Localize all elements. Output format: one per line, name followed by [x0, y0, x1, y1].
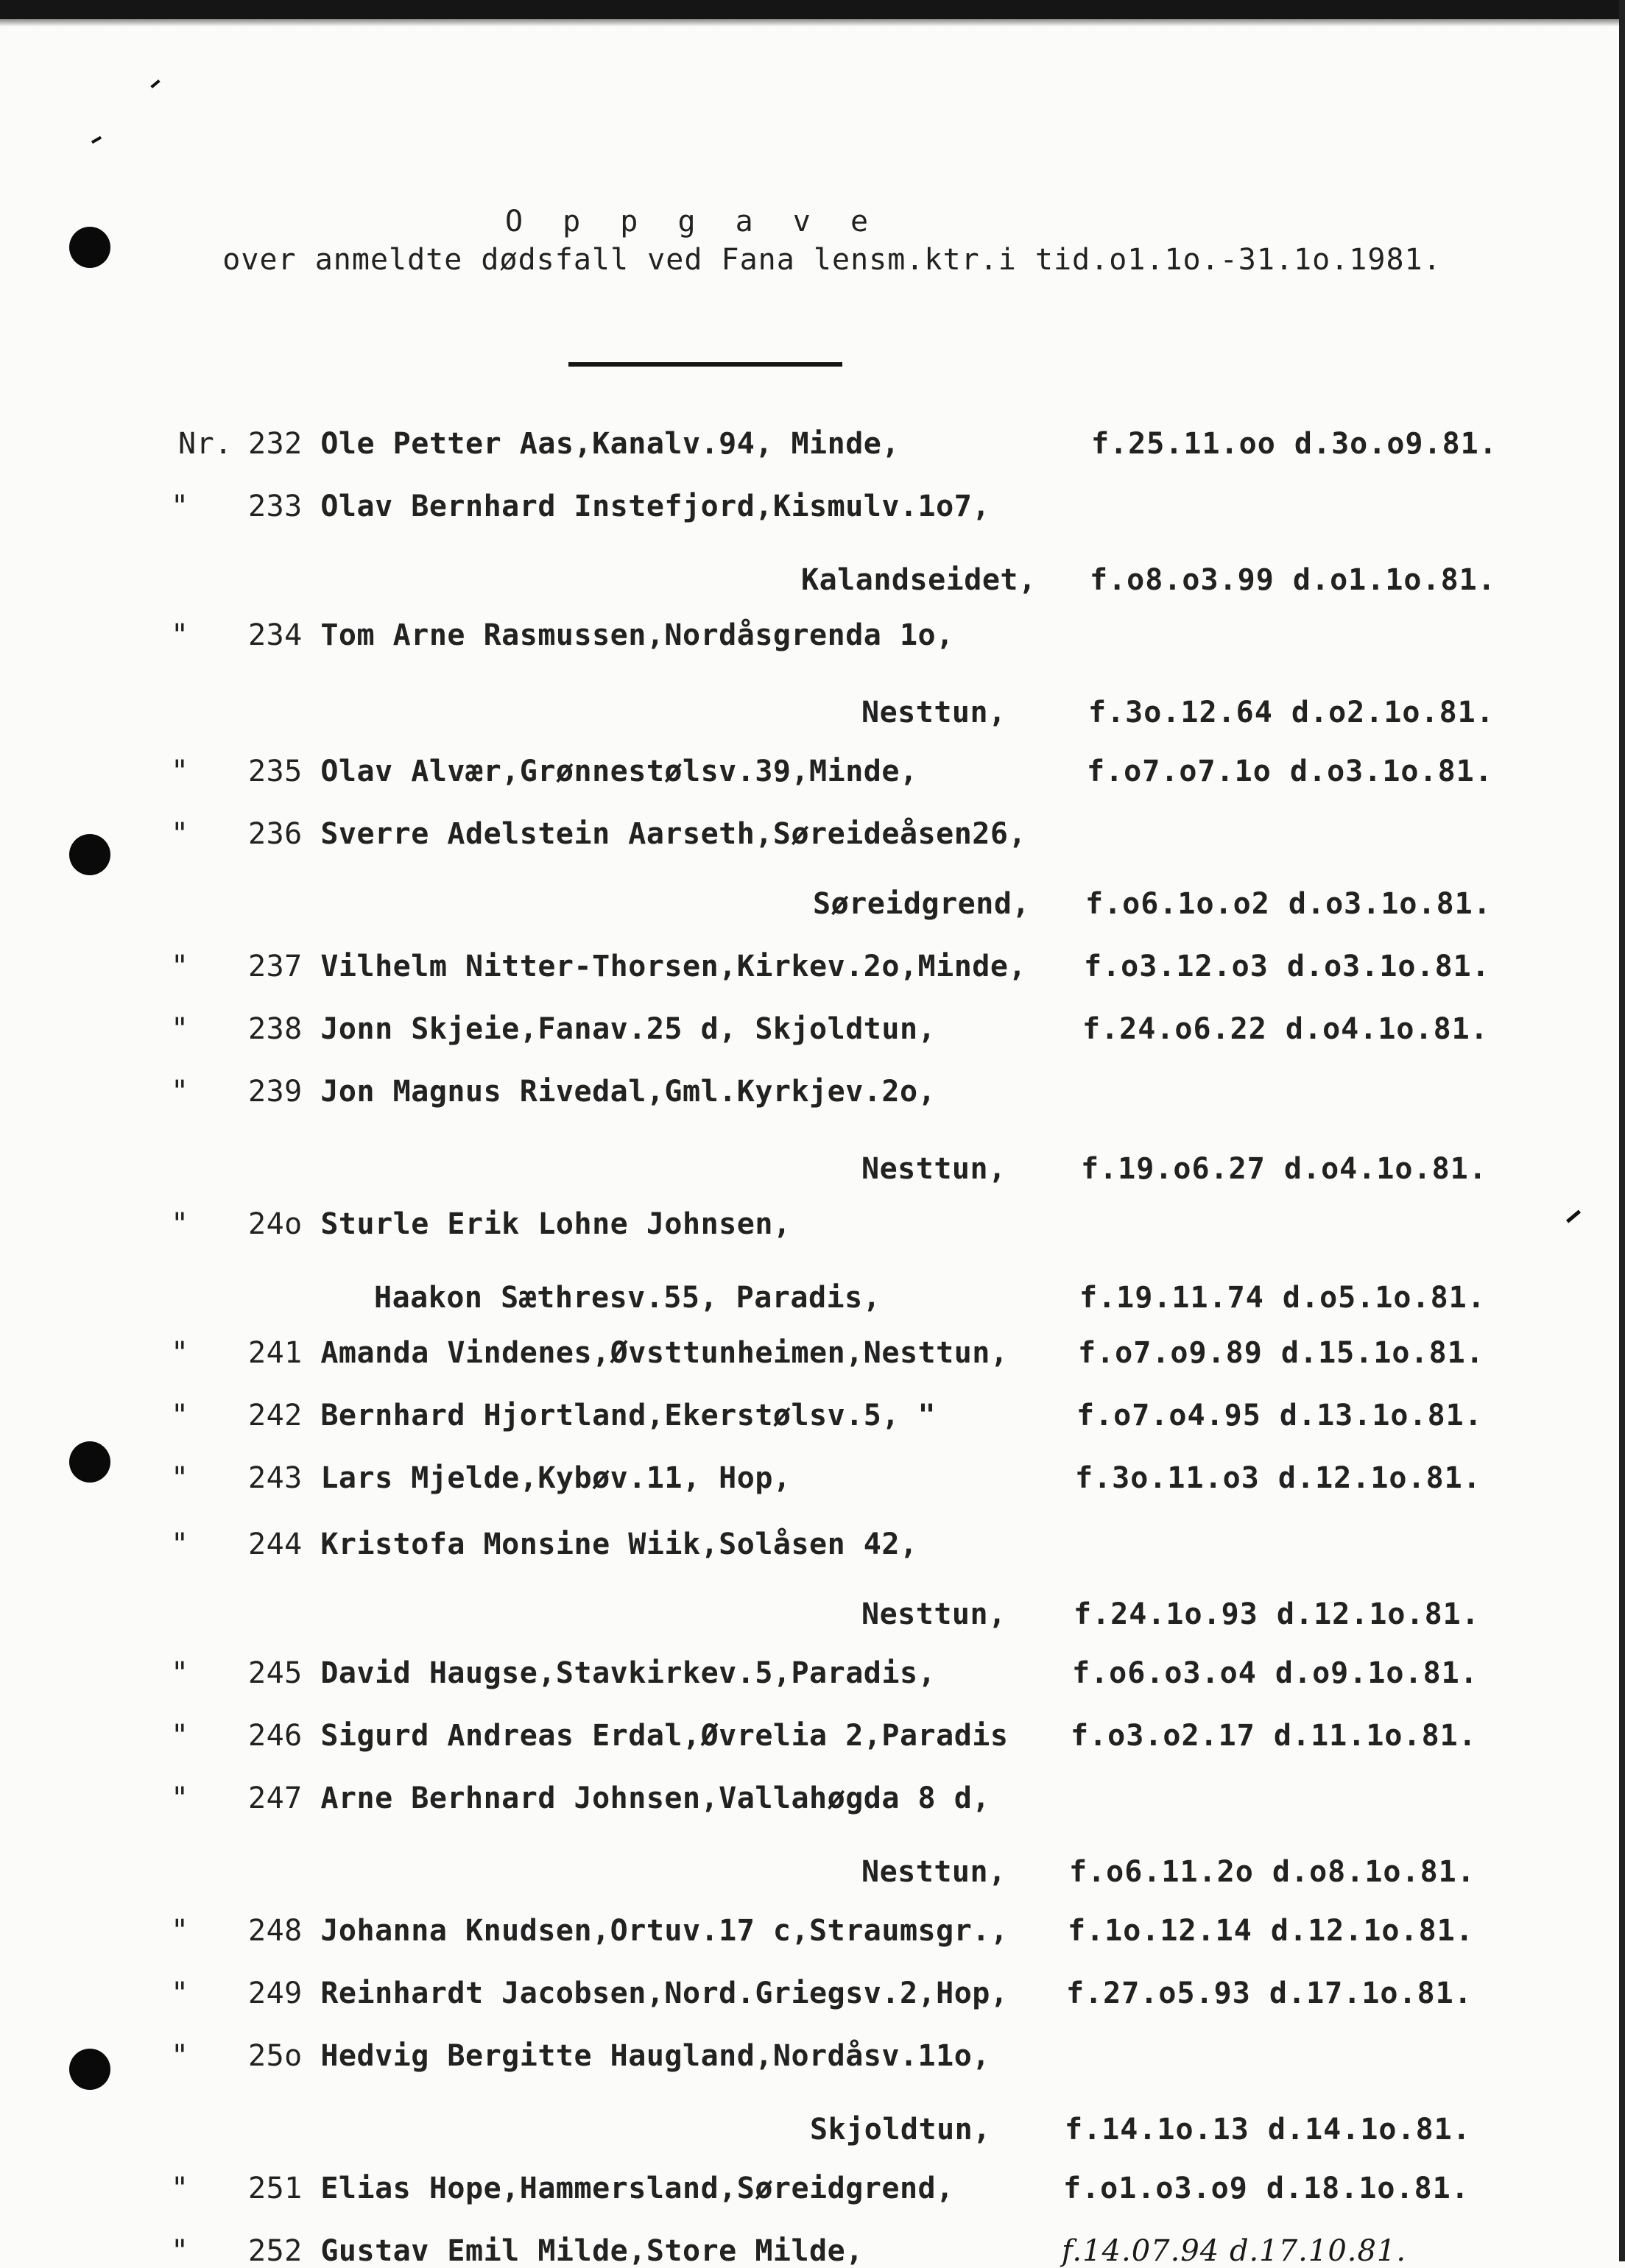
entry-number: 251: [248, 2172, 303, 2205]
entry-number: 234: [248, 618, 303, 652]
entry-dates: [1076, 1399, 1483, 1432]
entry-prefix: ": [171, 1012, 189, 1046]
register-entry: [171, 1914, 1008, 1948]
death-date: d.o4.1o.81.: [1283, 1152, 1487, 1186]
death-date: d.12.1o.81.: [1276, 1597, 1480, 1631]
death-date: d.17.10.81.: [1229, 2234, 1407, 2268]
punch-hole: [69, 834, 110, 875]
entry-name-address: Gustav Emil Milde,Store Milde,: [320, 2234, 864, 2268]
entry-dates: [1082, 1012, 1489, 1046]
birth-date: f.19.o6.27: [1081, 1152, 1266, 1186]
entry-dates: [1091, 427, 1498, 461]
death-date: d.11.1o.81.: [1273, 1719, 1477, 1753]
birth-date: f.27.o5.93: [1066, 1976, 1251, 2010]
death-date: d.o9.1o.81.: [1275, 1656, 1478, 1690]
birth-date: f.o6.o3.o4: [1072, 1656, 1257, 1690]
entry-name-address: Sverre Adelstein Aarseth,Søreideåsen26,: [320, 817, 1027, 851]
register-entry: [171, 1012, 936, 1046]
death-date: d.12.1o.81.: [1270, 1914, 1474, 1948]
entry-prefix: Nr.: [178, 427, 233, 461]
birth-date: f.24.o6.22: [1082, 1012, 1267, 1046]
entry-name-address: Arne Berhnard Johnsen,Vallahøgda 8 d,: [320, 1781, 990, 1815]
death-date: d.12.1o.81.: [1277, 1461, 1481, 1495]
punch-hole: [69, 227, 110, 268]
entry-continuation: Nesttun,: [861, 1597, 1007, 1631]
entry-number: 244: [248, 1527, 303, 1561]
register-entry: [171, 2039, 990, 2073]
pen-mark: [150, 80, 160, 88]
register-entry: [171, 1976, 1008, 2010]
entry-prefix: ": [171, 490, 189, 523]
entry-prefix: ": [171, 1719, 189, 1753]
entry-continuation: Nesttun,: [861, 696, 1007, 729]
entry-dates: [1087, 755, 1493, 788]
entry-prefix: ": [171, 755, 189, 788]
entry-name-address: Lars Mjelde,Kybøv.11, Hop,: [320, 1461, 792, 1495]
entry-name-address: Tom Arne Rasmussen,Nordåsgrenda 1o,: [320, 618, 954, 652]
birth-date: f.o8.o3.99: [1090, 563, 1275, 597]
entry-number: 249: [248, 1976, 303, 2010]
register-entry: [171, 755, 918, 788]
register-entry: [171, 817, 1026, 851]
scan-top-edge: [0, 0, 1625, 19]
entry-dates: [1063, 2172, 1470, 2205]
entry-prefix: ": [171, 618, 189, 652]
entry-dates: [1075, 1461, 1481, 1495]
birth-date: f.o3.o2.17: [1071, 1719, 1255, 1753]
entry-dates: [1065, 2113, 1471, 2147]
entry-prefix: ": [171, 1336, 189, 1370]
entry-dates: [1085, 887, 1492, 921]
entry-name-address: Kristofa Monsine Wiik,Solåsen 42,: [320, 1527, 918, 1561]
death-date: d.o3.1o.81.: [1286, 950, 1490, 983]
entry-number: 25o: [248, 2039, 303, 2073]
entry-dates: [1081, 1152, 1487, 1186]
death-date: d.3o.o9.81.: [1294, 427, 1498, 461]
birth-date: f.3o.11.o3: [1075, 1461, 1260, 1495]
birth-date: f.19.11.74: [1079, 1281, 1264, 1315]
entry-number: 248: [248, 1914, 303, 1948]
death-date: d.o4.1o.81.: [1285, 1012, 1489, 1046]
register-entry: [171, 2234, 864, 2268]
entry-name-address: Vilhelm Nitter-Thorsen,Kirkev.2o,Minde,: [320, 950, 1027, 983]
death-date: d.o1.1o.81.: [1292, 563, 1496, 597]
entry-prefix: ": [171, 1075, 189, 1109]
register-entry: [171, 1075, 936, 1109]
entry-number: 246: [248, 1719, 303, 1753]
death-date: d.18.1o.81.: [1266, 2172, 1470, 2205]
entry-name-address: Johanna Knudsen,Ortuv.17 c,Straumsgr.,: [320, 1914, 1009, 1948]
death-date: d.15.1o.81.: [1280, 1336, 1484, 1370]
register-entry: [178, 427, 900, 461]
entry-prefix: ": [171, 2172, 189, 2205]
birth-date: f.o1.o3.o9: [1063, 2172, 1248, 2205]
entry-prefix: ": [171, 1656, 189, 1690]
pen-mark: [1566, 1210, 1581, 1223]
entry-name-address: Bernhard Hjortland,Ekerstølsv.5, ": [320, 1399, 937, 1432]
birth-date: f.o3.12.o3: [1084, 950, 1269, 983]
death-date: d.o2.1o.81.: [1291, 696, 1495, 729]
entry-dates: [1071, 1719, 1477, 1753]
entry-dates: [1072, 1656, 1478, 1690]
entry-prefix: ": [171, 817, 189, 851]
death-date: d.o3.1o.81.: [1289, 755, 1493, 788]
birth-date: f.o7.o9.89: [1078, 1336, 1263, 1370]
entry-number: 237: [248, 950, 303, 983]
entry-prefix: ": [171, 1527, 189, 1561]
entry-prefix: ": [171, 1976, 189, 2010]
entry-number: 236: [248, 817, 303, 851]
entry-dates: [1069, 1855, 1476, 1889]
birth-date: f.25.11.oo: [1091, 427, 1276, 461]
entry-dates: [1062, 2234, 1406, 2268]
entry-prefix: ": [171, 2039, 189, 2073]
entry-number: 242: [248, 1399, 303, 1432]
birth-date: f.o6.11.2o: [1069, 1855, 1254, 1889]
entry-dates: [1084, 950, 1490, 983]
death-date: d.14.1o.81.: [1267, 2113, 1471, 2147]
entry-continuation: Haakon Sæthresv.55, Paradis,: [374, 1281, 881, 1315]
entry-dates: [1079, 1281, 1486, 1315]
death-date: d.13.1o.81.: [1279, 1399, 1483, 1432]
document-title: O p p g a v e: [504, 205, 880, 239]
entry-number: 247: [248, 1781, 303, 1815]
death-date: d.o5.1o.81.: [1282, 1281, 1486, 1315]
death-date: d.17.1o.81.: [1269, 1976, 1473, 2010]
register-entry: [171, 2172, 954, 2205]
entry-name-address: David Haugse,Stavkirkev.5,Paradis,: [320, 1656, 937, 1690]
entry-name-address: Elias Hope,Hammersland,Søreidgrend,: [320, 2172, 954, 2205]
entry-number: 245: [248, 1656, 303, 1690]
entry-name-address: Jonn Skjeie,Fanav.25 d, Skjoldtun,: [320, 1012, 937, 1046]
document-subtitle: over anmeldte dødsfall ved Fana lensm.ktr.i tid.o1.1o.-31.1o.1981.: [222, 243, 1442, 277]
register-entry: [171, 490, 990, 523]
entry-prefix: ": [171, 1399, 189, 1432]
entry-dates: [1068, 1914, 1474, 1948]
entry-prefix: ": [171, 1461, 189, 1495]
entry-prefix: ": [171, 2234, 189, 2268]
entry-name-address: Jon Magnus Rivedal,Gml.Kyrkjev.2o,: [320, 1075, 937, 1109]
entry-dates: [1088, 696, 1495, 729]
birth-date: f.14.07.94: [1062, 2234, 1220, 2268]
scan-right-edge: [1619, 0, 1625, 2261]
register-entry: [171, 1336, 1008, 1370]
entry-continuation: Nesttun,: [861, 1855, 1007, 1889]
entry-number: 238: [248, 1012, 303, 1046]
entry-continuation: Kalandseidet,: [801, 563, 1037, 597]
entry-dates: [1066, 1976, 1473, 2010]
entry-dates: [1078, 1336, 1484, 1370]
entry-number: 24o: [248, 1207, 303, 1241]
entry-number: 252: [248, 2234, 303, 2268]
entry-name-address: Ole Petter Aas,Kanalv.94, Minde,: [320, 427, 900, 461]
entry-number: 233: [248, 490, 303, 523]
register-entry: [171, 1207, 791, 1241]
entry-name-address: Reinhardt Jacobsen,Nord.Griegsv.2,Hop,: [320, 1976, 1009, 2010]
entry-dates: [1090, 563, 1496, 597]
birth-date: f.3o.12.64: [1088, 696, 1273, 729]
punch-hole: [69, 1441, 110, 1483]
death-date: d.o3.1o.81.: [1288, 887, 1492, 921]
register-entry: [171, 1527, 918, 1561]
birth-date: f.24.1o.93: [1074, 1597, 1258, 1631]
entry-name-address: Amanda Vindenes,Øvsttunheimen,Nesttun,: [320, 1336, 1009, 1370]
entry-number: 239: [248, 1075, 303, 1109]
register-entry: [171, 1656, 936, 1690]
entry-continuation: Nesttun,: [861, 1152, 1007, 1186]
entry-number: 241: [248, 1336, 303, 1370]
death-date: d.o8.1o.81.: [1272, 1855, 1476, 1889]
entry-name-address: Sturle Erik Lohne Johnsen,: [320, 1207, 792, 1241]
register-entry: [171, 950, 1026, 983]
punch-hole: [69, 2049, 110, 2090]
entry-name-address: Olav Bernhard Instefjord,Kismulv.1o7,: [320, 490, 990, 523]
entry-continuation: Skjoldtun,: [810, 2113, 991, 2147]
entry-prefix: ": [171, 950, 189, 983]
birth-date: f.1o.12.14: [1068, 1914, 1252, 1948]
entry-name-address: Hedvig Bergitte Haugland,Nordåsv.11o,: [320, 2039, 990, 2073]
entry-number: 243: [248, 1461, 303, 1495]
entry-number: 232: [248, 427, 303, 461]
entry-dates: [1074, 1597, 1480, 1631]
entry-name-address: Olav Alvær,Grønnestølsv.39,Minde,: [320, 755, 918, 788]
birth-date: f.14.1o.13: [1065, 2113, 1249, 2147]
birth-date: f.o7.o4.95: [1076, 1399, 1261, 1432]
register-entry: [171, 1461, 791, 1495]
entry-prefix: ": [171, 1207, 189, 1241]
entry-name-address: Sigurd Andreas Erdal,Øvrelia 2,Paradis: [320, 1719, 1009, 1753]
title-underline: [568, 362, 842, 367]
register-entry: [171, 1399, 936, 1432]
entry-continuation: Søreidgrend,: [813, 887, 1030, 921]
register-entry: [171, 1719, 1008, 1753]
entry-number: 235: [248, 755, 303, 788]
entry-prefix: ": [171, 1914, 189, 1948]
pen-mark: [91, 136, 102, 144]
register-entry: [171, 618, 954, 652]
register-entry: [171, 1781, 990, 1815]
entry-prefix: ": [171, 1781, 189, 1815]
birth-date: f.o7.o7.1o: [1087, 755, 1272, 788]
birth-date: f.o6.1o.o2: [1085, 887, 1270, 921]
